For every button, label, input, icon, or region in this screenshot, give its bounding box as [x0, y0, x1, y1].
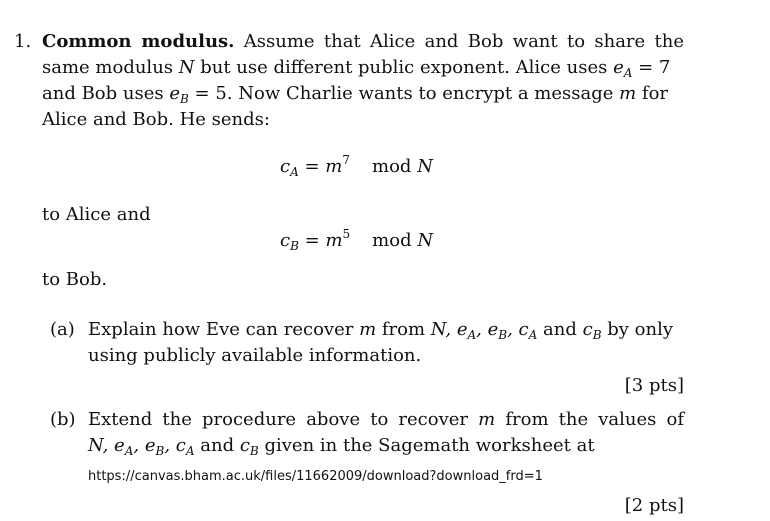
part-b-line-2: N, $e_A$, $e_B$, $c_A$ and $c_B$ given in the Sagemath worksheet at — [88, 435, 595, 458]
problem-intro-line-2: same modulus N but use different public exponent. Alice uses $e_A = 7$ — [42, 57, 671, 80]
part-a-label: (a) — [50, 319, 75, 340]
part-b-line-1: Extend the procedure above to recover m from the values of — [88, 409, 684, 430]
part-a-points: [3 pts] — [624, 375, 684, 396]
sagemath-worksheet-link[interactable]: https://canvas.bham.ac.uk/files/11662009/download?download_frd=1 — [88, 469, 543, 484]
problem-intro-line-3: and Bob uses $e_B = 5$. Now Charlie wants to encrypt a message m for — [42, 83, 669, 106]
part-b-label: (b) — [50, 409, 76, 430]
part-b-points: [2 pts] — [624, 495, 684, 516]
equation-c-b: $c_B = m^5$ mod N — [280, 227, 434, 253]
equation-c-a: $c_A = m^7$ mod N — [280, 153, 433, 179]
part-a-line-2: using publicly available information. — [88, 345, 422, 366]
problem-intro-line-4: Alice and Bob. He sends: — [42, 109, 270, 130]
problem-intro-line-1: Common modulus. Assume that Alice and Bob want to share the — [42, 31, 684, 52]
to-alice-text: to Alice and — [42, 204, 151, 225]
part-a-line-1: Explain how Eve can recover m from N, $e_A$, $e_B$, $c_A$ and $c_B$ by only — [88, 319, 674, 342]
problem-title: Common modulus. — [42, 31, 235, 52]
to-bob-text: to Bob. — [42, 269, 108, 290]
problem-number: 1. — [14, 31, 32, 52]
